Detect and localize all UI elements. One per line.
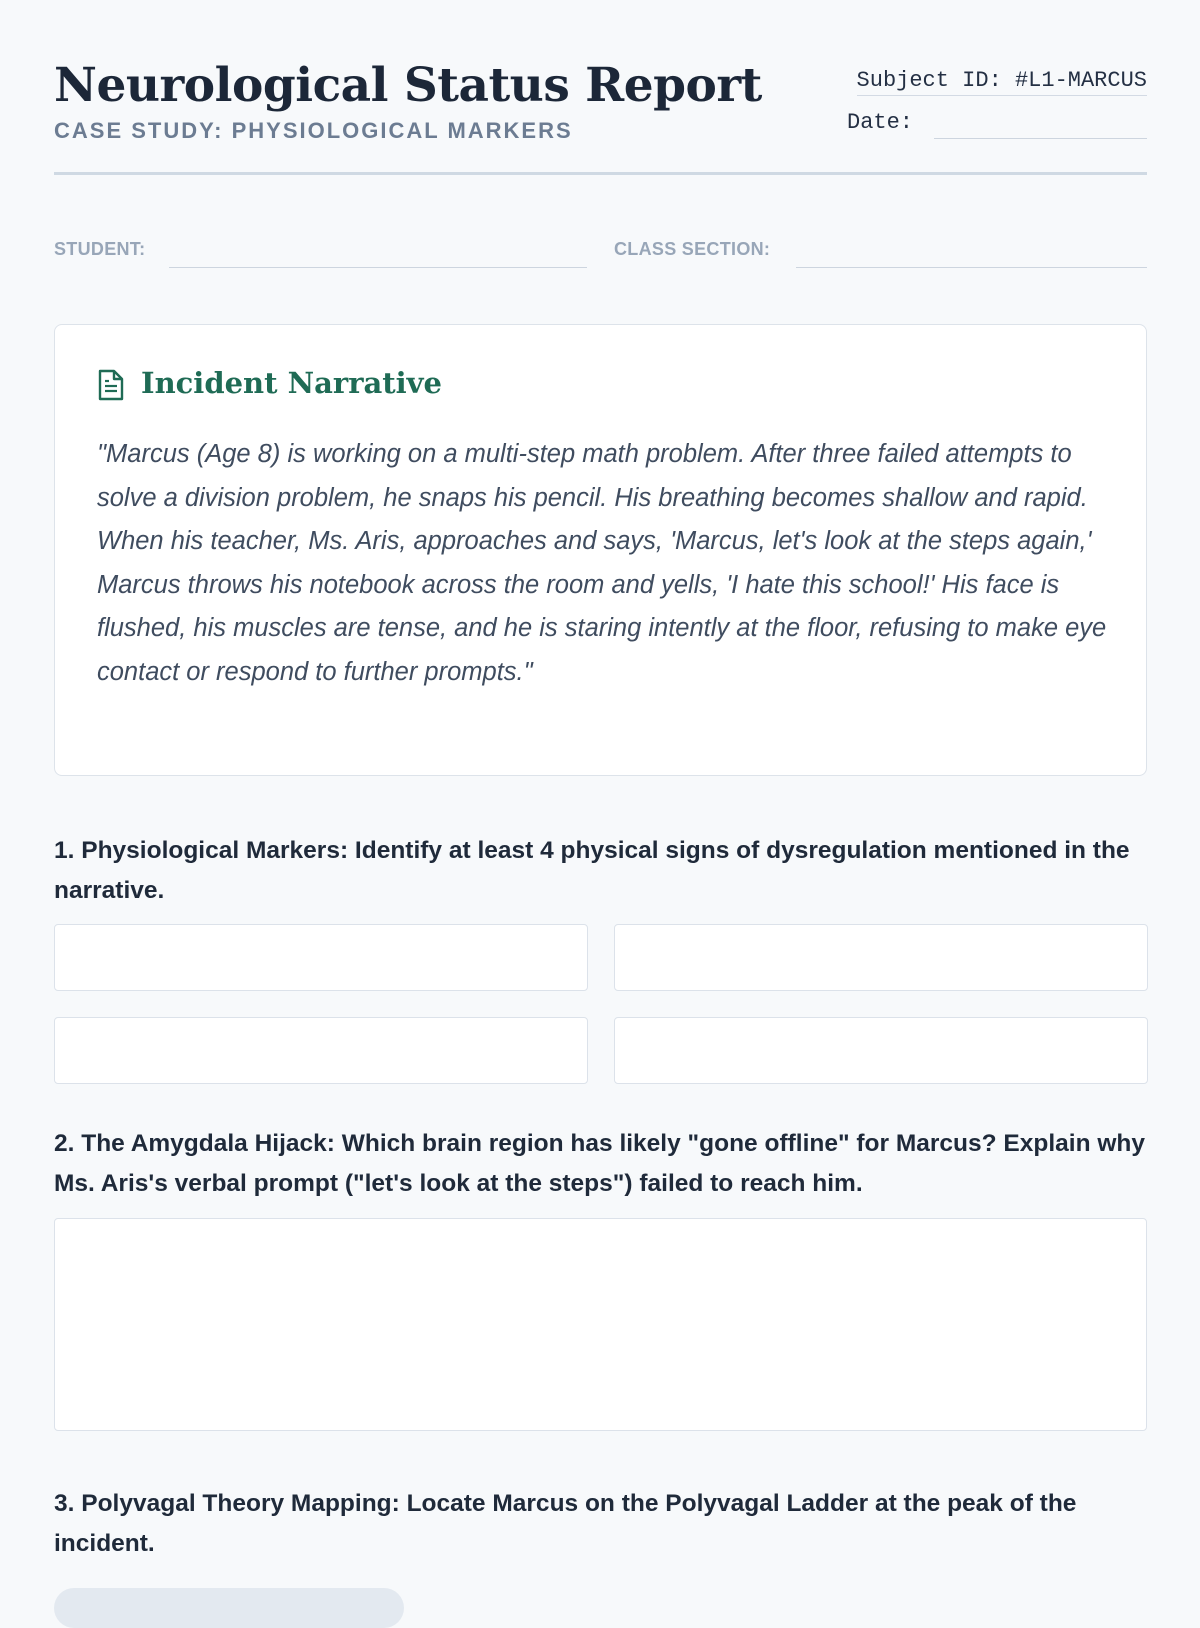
student-label: STUDENT: [54,239,146,259]
polyvagal-ladder-preview [54,1588,404,1628]
question-3: 3. Polyvagal Theory Mapping: Locate Marcus on the Polyvagal Ladder at the peak of the incident. [54,1490,1077,1557]
answer-box-1c[interactable] [54,1017,588,1084]
class-section-label: CLASS SECTION: [614,239,771,259]
date-input-line[interactable] [934,138,1147,139]
report-header [54,56,1147,176]
incident-narrative-card [54,324,1147,776]
answer-box-2[interactable] [54,1218,1147,1431]
question-1: 1. Physiological Markers: Identify at least 4 physical signs of dysregulation mentioned in the narrative. [54,837,1130,904]
header-divider [54,172,1147,175]
date-label: Date: [847,110,914,135]
date-field[interactable] [847,110,1147,140]
page-title: Neurological Status Report [54,58,762,113]
document-icon [97,369,125,401]
student-input-line[interactable] [169,267,587,268]
narrative-text: "Marcus (Age 8) is working on a multi-step math problem. After three failed attempts to solve a division problem, he snaps his pencil. His breathing becomes shallow and rapid. When his teacher, Ms. Aris, approaches and says, 'Marcus, let's look at the steps again,' Marcus throws his notebook across the room and yells, 'I hate this school!' His face is flushed, his muscles are tense, and he is staring intently at the floor, refusing to make eye contact or respond to further prompts." [97,440,1107,686]
answer-box-1d[interactable] [614,1017,1148,1084]
narrative-title: Incident Narrative [141,366,442,400]
subject-id: Subject ID: #L1-MARCUS [857,68,1147,96]
answer-box-1b[interactable] [614,924,1148,991]
question-2: 2. The Amygdala Hijack: Which brain region has likely "gone offline" for Marcus? Explain why Ms. Aris's verbal prompt ("let's look at the steps") failed to reach him. [54,1130,1146,1197]
student-info-row [54,236,1147,272]
class-section-input-line[interactable] [796,267,1147,268]
page-subtitle: CASE STUDY: PHYSIOLOGICAL MARKERS [54,118,573,143]
answer-box-1a[interactable] [54,924,588,991]
